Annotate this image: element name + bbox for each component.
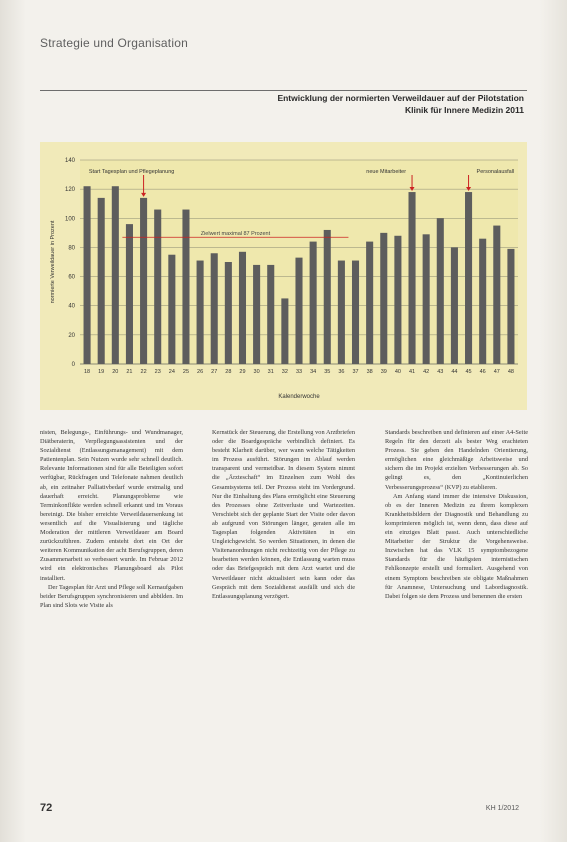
bar-week-28: [225, 262, 232, 364]
bar-week-40: [394, 236, 401, 364]
y-tick-label: 140: [64, 158, 75, 164]
x-tick-label: 21: [126, 369, 133, 375]
x-tick-label: 20: [112, 369, 119, 375]
bar-week-22: [140, 198, 147, 364]
x-tick-label: 19: [98, 369, 105, 375]
bar-week-37: [352, 261, 359, 364]
x-tick-label: 28: [225, 369, 232, 375]
bar-week-39: [380, 233, 387, 364]
x-tick-label: 33: [295, 369, 303, 375]
x-tick-label: 45: [465, 369, 472, 375]
y-tick-label: 40: [68, 303, 75, 310]
bar-week-25: [182, 210, 189, 364]
annotation-label: Start Tagesplan und Pflegeplanung: [88, 169, 175, 175]
x-tick-label: 35: [324, 369, 331, 375]
body-column-3: [385, 428, 528, 812]
x-axis-label: Kalenderwoche: [278, 394, 320, 400]
y-tick-label: 120: [64, 187, 75, 194]
figure-top-rule: [40, 90, 527, 91]
x-tick-label: 30: [253, 369, 260, 375]
bar-week-38: [366, 242, 373, 364]
bar-week-33: [295, 258, 302, 364]
bar-week-20: [112, 186, 119, 364]
y-tick-label: 60: [68, 274, 75, 281]
body-paragraph: Standards beschreiben und definieren auf einer A4-Seite Regeln für den derzeit als bester Weg erachteten Prozess. Sie geben den Handelnden Orientierung, ermöglichen eine gleichmäßige Arbeitsweise und sichern die im Projekt erzielten Verbesserungen ab. So gelingt es, den „Kontinuierlichen Verbesserungsprozess“ (KVP) zu etablieren.: [385, 429, 528, 491]
x-tick-label: 36: [338, 369, 345, 375]
body-column-1: [40, 428, 183, 812]
annotation-label: neue Mitarbeiter: [366, 169, 407, 175]
y-tick-label: 20: [68, 332, 75, 339]
bar-week-36: [338, 261, 345, 364]
bar-week-35: [324, 230, 331, 364]
section-heading: Strategie und Organisation: [40, 36, 188, 50]
y-tick-label: 100: [64, 216, 75, 223]
body-paragraph: Am Anfang stand immer die intensive Diskussion, ob es der Inneren Medizin zu ihrem komplexen Krankheitsbildern der Diagnostik und Behandlung zu komprimieren möglich ist, wenn denn, dass diese auf ein einziges Blatt passt. Auch unterschiedliche Mitarbeiter der Struktur die Vorgehensweise. Inzwischen hat das VLK 15 symptombezogene Standards für die häufigsten internistischen Fehlkonzepte erstellt und formuliert. Ausgehend von einem Symptom beschreiben sie obligate Maßnahmen für Anamnese, Untersuchung und Labordiagnostik. Dabei folgen sie dem Prozess und benennen die ersten: [385, 492, 528, 600]
page-number: 72: [40, 802, 53, 814]
x-tick-label: 22: [140, 369, 147, 375]
body-paragraph: Kernstück der Steuerung, die Erstellung von Arztbriefen oder die Boardgespräche verbindlich definiert. Es besteht Klarheit darüber, wer wann welche Tätigkeiten im Prozess ausführt. Störungen im Ablauf werden transparent und vermeidbar. In diesem System nimmt die „Ärzteschaft“ im Einzelnen zum Wohl des Gesamtsystems teil. Der Prozess steht im Vordergrund. Nur die Einhaltung des Plans ermöglicht eine Steuerung des Prozesses ohne Zeitverluste und Wartezeiten. Verschiebt sich der geplante Start der Visite oder davon ab aufgrund von Störungen länger, geraten alle im Tagesplan folgenden Aktivitäten in ein Ungleichgewicht. So werden Situationen, in denen die Visitenanordnungen nicht rechtzeitig von der Pflege zu bearbeiten werden können, die Entlassung warten muss oder das Briefgespräch mit dem Arzt wartet und die Verweildauer nicht aktualisiert sein kann oder das Gespräch mit dem Sozialdienst ausfällt und sich die Entlassungsplanung verzögert.: [212, 429, 355, 600]
bar-week-21: [126, 224, 133, 364]
x-tick-label: 38: [366, 369, 373, 375]
body-paragraph: Der Tagesplan für Arzt und Pflege soll Kernaufgaben beider Berufsgruppen synchronisieren und abbilden. Im Plan sind Slots wie Visite als: [40, 583, 183, 609]
bar-week-32: [281, 298, 288, 364]
y-tick-label: 80: [68, 245, 75, 252]
x-tick-label: 41: [408, 369, 416, 375]
bar-week-19: [98, 198, 105, 364]
body-column-2: [212, 428, 355, 812]
bar-week-41: [409, 192, 416, 364]
x-tick-label: 48: [507, 369, 514, 375]
y-axis-label: normierte Verweildauer in Prozent: [50, 220, 56, 304]
bar-week-46: [479, 239, 486, 364]
x-tick-label: 46: [479, 369, 486, 375]
bar-week-29: [239, 252, 246, 364]
issue-label: KH 1/2012: [485, 805, 519, 812]
bar-week-24: [168, 255, 175, 364]
target-line-label: Zielwert maximal 87 Prozent: [200, 231, 271, 238]
x-tick-label: 29: [239, 369, 246, 375]
bar-week-43: [437, 218, 444, 364]
bar-chart: [40, 142, 527, 410]
bar-week-18: [84, 186, 91, 364]
body-paragraph: nisten, Belegungs-, Einführungs- und Wundmanager, Diätberaterin, Verpflegungsassistenten und der Sozialdienst (Entlassungsmanagement) mit dem Patientenplan. Sein Nutzen wurde sehr schnell deutlich. Relevante Informationen sind für alle Beteiligten sofort verfügbar, Rückfragen und Telefonate nahmen deutlich ab, ein zeitnaher Palliativbedarf wurde erstmalig und dauerhaft erreicht. Planungsprobleme wie Terminkonflikte werden schnell erkannt und im Voraus bereinigt. Die bisher erreichte Verweildauersenkung ist wesentlich auf die Visualisierung und tägliche Moderation der mittleren Verweildauer am Board zurückzuführen. Zudem entsteht dort ein Ort der weiteren Kommunikation der acht Berufsgruppen, deren Zusammenarbeit so verbessert wurde. Im Februar 2012 wird ein elektronisches Planungsboard als Pilot installiert.: [40, 429, 183, 582]
annotation-label: Personalausfall: [476, 169, 515, 175]
x-tick-label: 26: [197, 369, 204, 375]
y-tick-label: 0: [71, 362, 75, 368]
x-tick-label: 37: [352, 369, 359, 375]
x-tick-label: 47: [493, 369, 500, 375]
bar-week-47: [493, 226, 500, 364]
x-tick-label: 39: [380, 369, 387, 375]
bar-week-31: [267, 265, 274, 364]
bar-week-34: [310, 242, 317, 364]
figure-title-line-2: Klinik für Innere Medizin 2011: [404, 105, 524, 115]
bar-week-48: [507, 249, 514, 364]
x-tick-label: 27: [211, 369, 218, 375]
x-tick-label: 18: [84, 369, 91, 375]
x-tick-label: 34: [310, 369, 317, 375]
x-tick-label: 32: [281, 369, 288, 375]
figure-title: [277, 92, 524, 116]
x-tick-label: 24: [168, 369, 175, 375]
x-tick-label: 31: [267, 369, 274, 375]
bar-week-42: [423, 234, 430, 364]
x-tick-label: 42: [423, 369, 430, 375]
figure-title-line-1: Entwicklung der normierten Verweildauer auf der Pilotstation: [277, 93, 524, 103]
x-tick-label: 43: [437, 369, 444, 375]
x-tick-label: 40: [394, 369, 401, 375]
bar-week-44: [451, 247, 458, 364]
bar-week-26: [197, 261, 204, 364]
bar-week-30: [253, 265, 260, 364]
x-tick-label: 44: [451, 369, 458, 375]
x-tick-label: 25: [182, 369, 190, 375]
bar-week-23: [154, 210, 161, 364]
x-tick-label: 23: [154, 369, 161, 375]
bar-week-45: [465, 192, 472, 364]
bar-week-27: [211, 253, 218, 364]
